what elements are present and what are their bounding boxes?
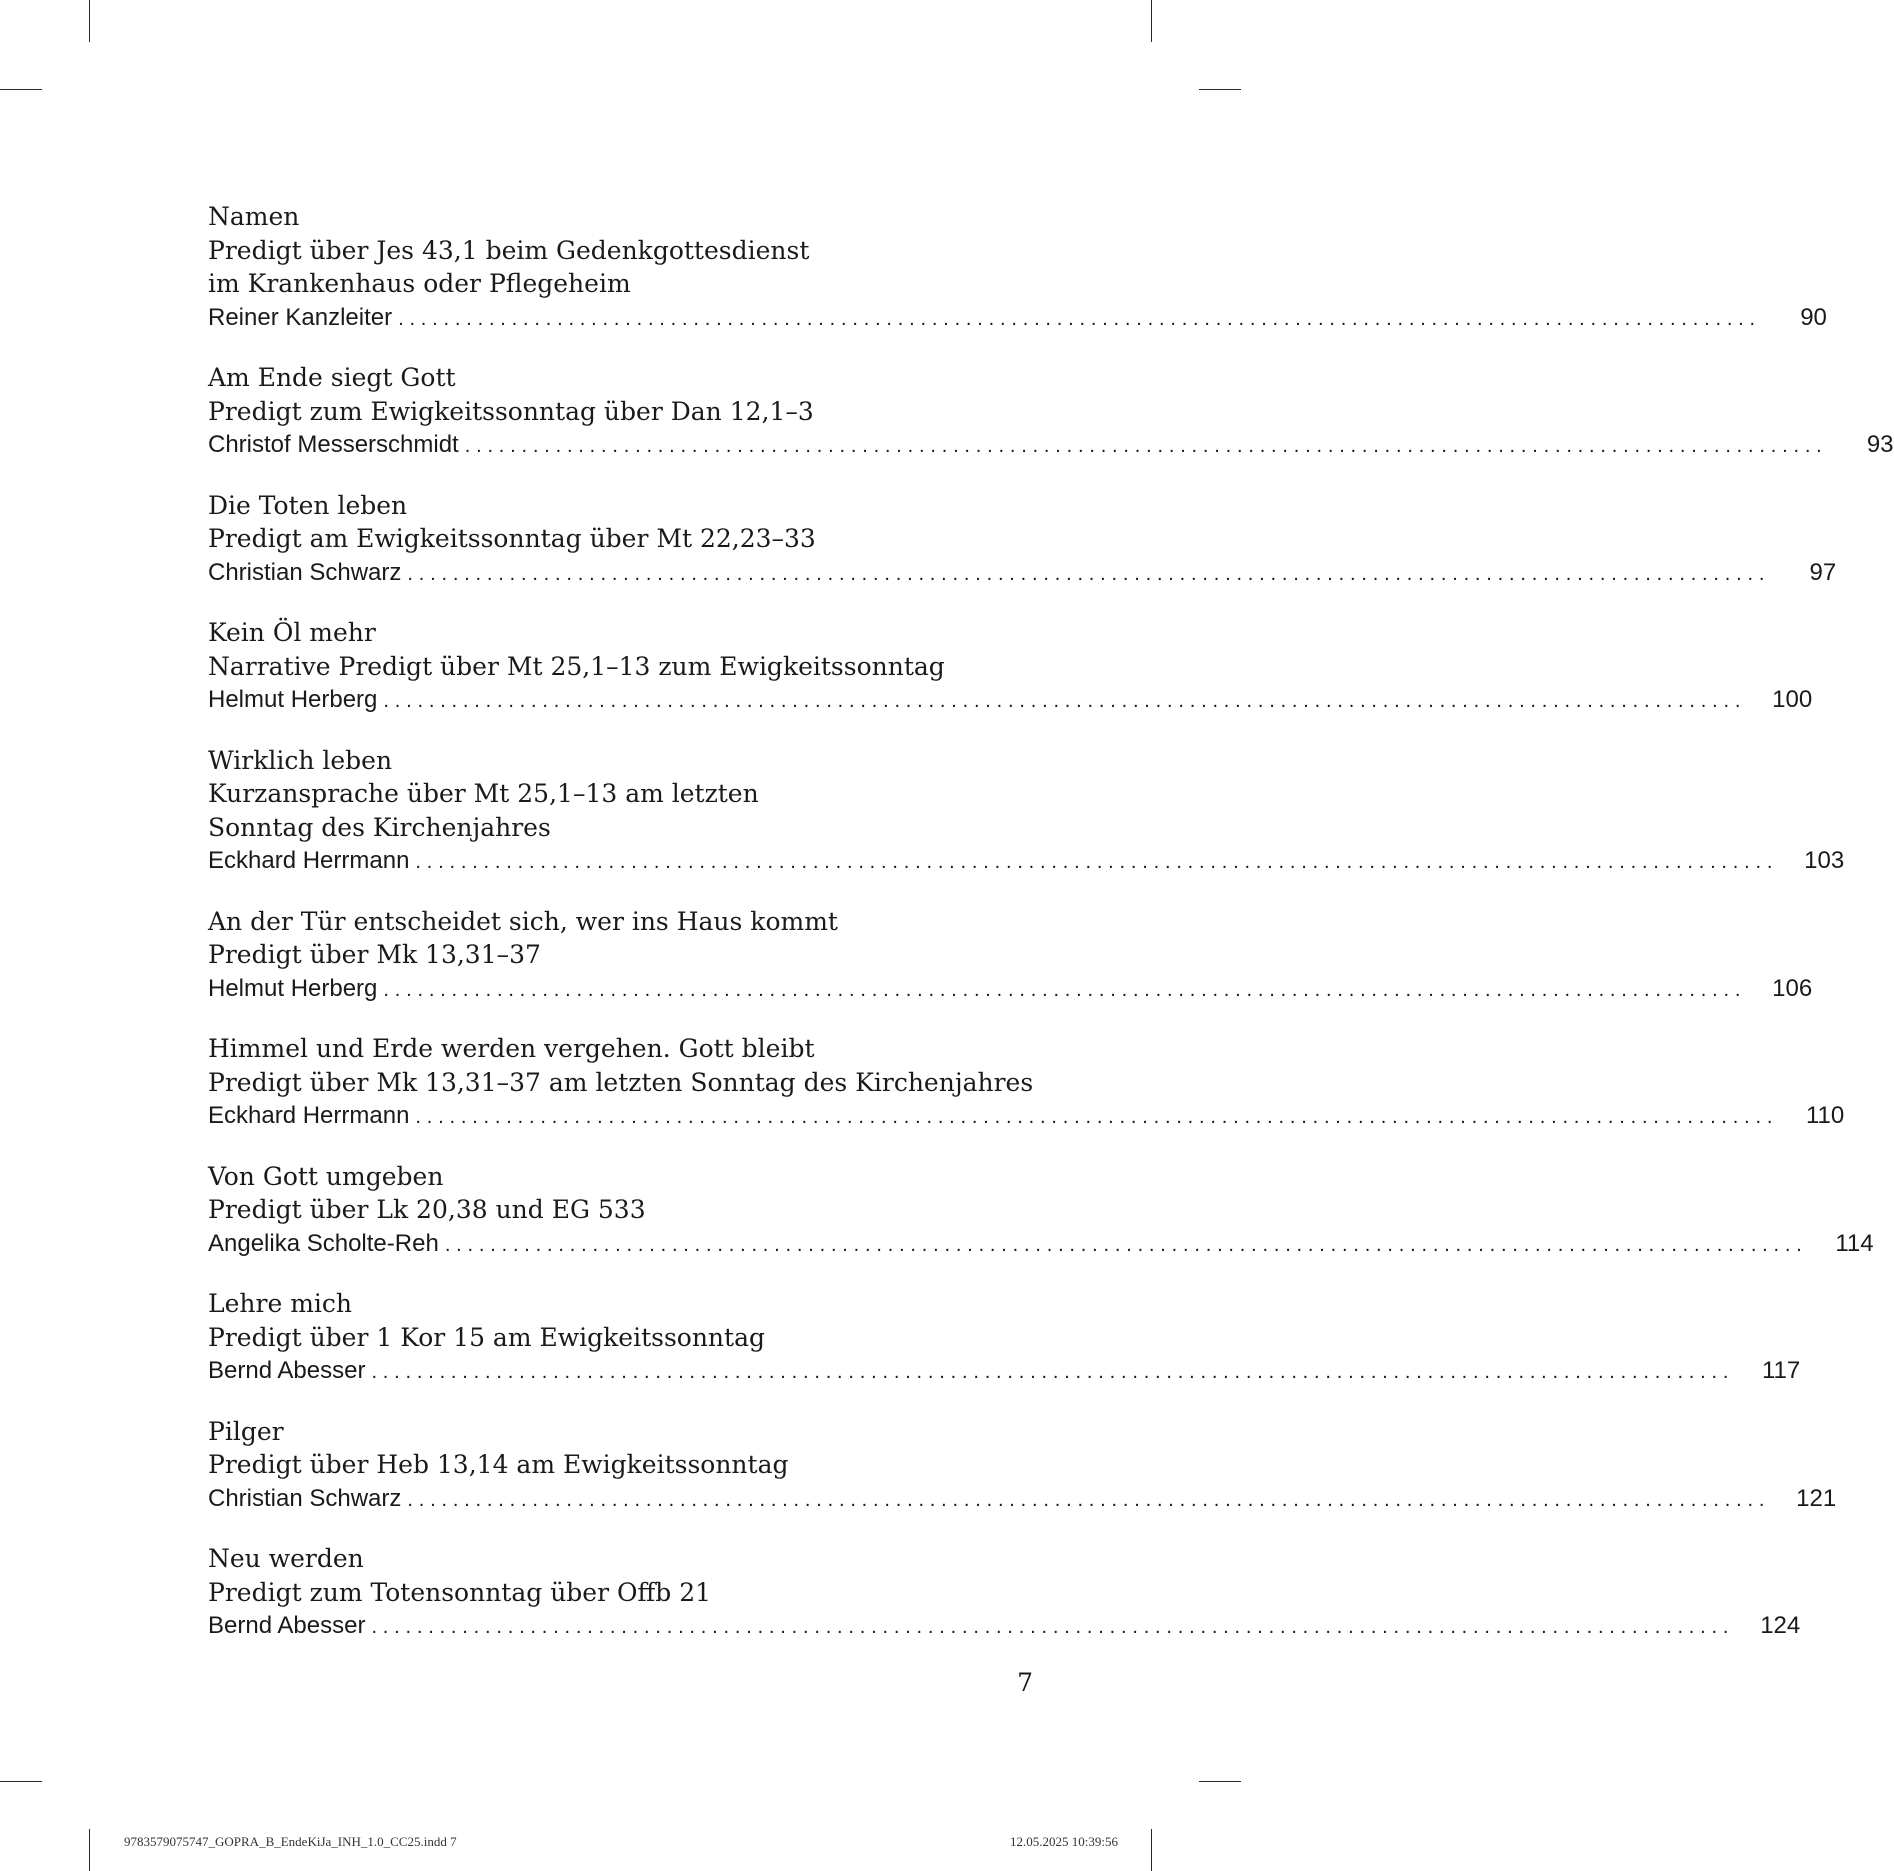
toc-entry-author: Helmut Herberg [208,974,378,1002]
toc-entry-page: 103 [1804,847,1845,874]
print-slug [124,1834,1118,1850]
crop-mark-bottom-right [1151,1829,1152,1871]
crop-mark-left-top [0,89,42,90]
toc-entry-subtitle: Narrative Predigt über Mt 25,1–13 zum Ewigkeitssonntag [208,651,945,681]
toc-entry-author-line [208,972,1813,1008]
dot-leader: ........................................................................................................................ [371,1616,1735,1638]
toc-entry-subtitle: Sonntag des Kirchenjahres [208,812,551,842]
crop-mark-bottom-left [89,1829,90,1871]
toc-entry-subtitle: Kurzansprache über Mt 25,1–13 am letzten [208,779,759,808]
toc-entry-title: Wirklich leben [208,745,393,775]
toc-entry-author-line [208,301,1827,337]
toc-entry-author-line [208,1227,1874,1263]
dot-leader: ........................................................................................................................ [415,851,1779,873]
dot-leader: ........................................................................................................................ [371,1361,1735,1383]
toc-entry-title: Kein Öl mehr [208,618,376,647]
dot-leader: ........................................................................................................................ [383,690,1747,712]
crop-mark-right-top [1199,89,1241,90]
toc-entry-page: 121 [1796,1484,1837,1512]
toc-entry-author: Christian Schwarz [208,1484,402,1512]
toc-entry [208,200,1827,336]
toc-entry-title: Am Ende siegt Gott [208,363,456,392]
toc-entry-author: Eckhard Herrmann [208,1102,410,1129]
toc-entry-author-line [208,556,1837,592]
toc-entry [208,1415,1837,1518]
crop-mark-left-bottom [0,1781,42,1782]
crop-mark-top-right [1151,0,1152,42]
dot-leader: ........................................................................................................................ [464,435,1828,457]
toc-entry-title: Pilger [208,1416,284,1446]
crop-mark-top-left [89,0,90,42]
toc-entry-title: An der Tür entscheidet sich, wer ins Haus kommt [208,906,838,936]
toc-entry-page: 97 [1809,558,1837,586]
toc-entry-subtitle: Predigt über Jes 43,1 beim Gedenkgottesdienst [208,235,810,265]
toc-entry-author: Christian Schwarz [208,558,402,586]
toc-entry-subtitle: im Krankenhaus oder Pflegeheim [208,269,631,298]
toc-entry [208,616,1813,719]
toc-entry-author: Helmut Herberg [208,686,378,713]
slug-filename: 9783579075747_GOPRA_B_EndeKiJa_INH_1.0_CC25.indd 7 [124,1834,457,1849]
toc-entry-page: 124 [1760,1612,1801,1639]
toc-entry-author: Eckhard Herrmann [208,847,410,874]
toc-entry-subtitle: Predigt zum Totensonntag über Offb 21 [208,1577,712,1607]
toc-entry-subtitle: Predigt über Mk 13,31–37 [208,940,541,969]
toc-entry-title: Von Gott umgeben [208,1161,444,1191]
toc-entry-author-line [208,1099,1845,1135]
toc-entry-page: 93 [1866,431,1894,458]
toc-entry-title: Lehre mich [208,1289,352,1318]
toc-entry [208,1542,1801,1645]
dot-leader: ........................................................................................................................ [398,307,1761,330]
toc-entry-author: Bernd Abesser [208,1612,366,1639]
toc-entry-title: Namen [208,202,300,231]
dot-leader: ........................................................................................................................ [444,1233,1808,1256]
toc-entry-title: Die Toten leben [208,490,408,520]
toc-entry-subtitle: Predigt über Heb 13,14 am Ewigkeitssonntag [208,1450,789,1479]
toc-entry [208,361,1894,464]
toc-entry-subtitle: Predigt am Ewigkeitssonntag über Mt 22,23–33 [208,524,816,553]
toc-entry-subtitle: Predigt über Mk 13,31–37 am letzten Sonntag des Kirchenjahres [208,1067,1034,1097]
toc-entry-subtitle: Predigt über 1 Kor 15 am Ewigkeitssonntag [208,1322,765,1352]
toc-entry-title: Himmel und Erde werden vergehen. Gott bleibt [208,1034,815,1063]
dot-leader: ........................................................................................................................ [407,1488,1771,1511]
slug-datetime: 12.05.2025 10:39:56 [1010,1834,1118,1849]
toc-entry-page: 117 [1761,1357,1801,1384]
crop-mark-right-bottom [1199,1781,1241,1782]
toc-entry [208,1032,1845,1135]
toc-entry-author-line [208,1354,1801,1390]
toc-entry-author-line [208,683,1813,719]
toc-entry-author-line [208,1482,1837,1518]
toc-entry-page: 100 [1772,686,1813,713]
toc-entry-author: Bernd Abesser [208,1357,366,1384]
toc-entry-title: Neu werden [208,1544,364,1573]
toc-entry-author: Angelika Scholte-Reh [208,1229,439,1257]
dot-leader: ........................................................................................................................ [415,1106,1779,1128]
page-number: 7 [1017,1668,1033,1697]
toc-entry [208,489,1837,592]
toc-entry-author: Reiner Kanzleiter [208,303,393,331]
toc-entry-author-line [208,844,1845,880]
toc-entry-author-line [208,1609,1801,1645]
dot-leader: ........................................................................................................................ [407,562,1771,585]
toc-entry-author-line [208,428,1894,464]
toc-entry-page: 114 [1835,1229,1874,1257]
toc-entry-page: 106 [1772,974,1813,1002]
toc-entry-subtitle: Predigt über Lk 20,38 und EG 533 [208,1195,646,1224]
toc-entry [208,744,1845,880]
toc-entry-page: 90 [1800,303,1827,331]
toc-entry [208,1287,1801,1390]
toc-entry-subtitle: Predigt zum Ewigkeitssonntag über Dan 12,1–3 [208,396,814,426]
toc-entry-author: Christof Messerschmidt [208,431,459,458]
toc-entry [208,1160,1874,1263]
toc-entry-page: 110 [1805,1102,1845,1129]
toc-entry [208,905,1813,1008]
dot-leader: ........................................................................................................................ [383,978,1747,1001]
table-of-contents [208,200,1894,1670]
